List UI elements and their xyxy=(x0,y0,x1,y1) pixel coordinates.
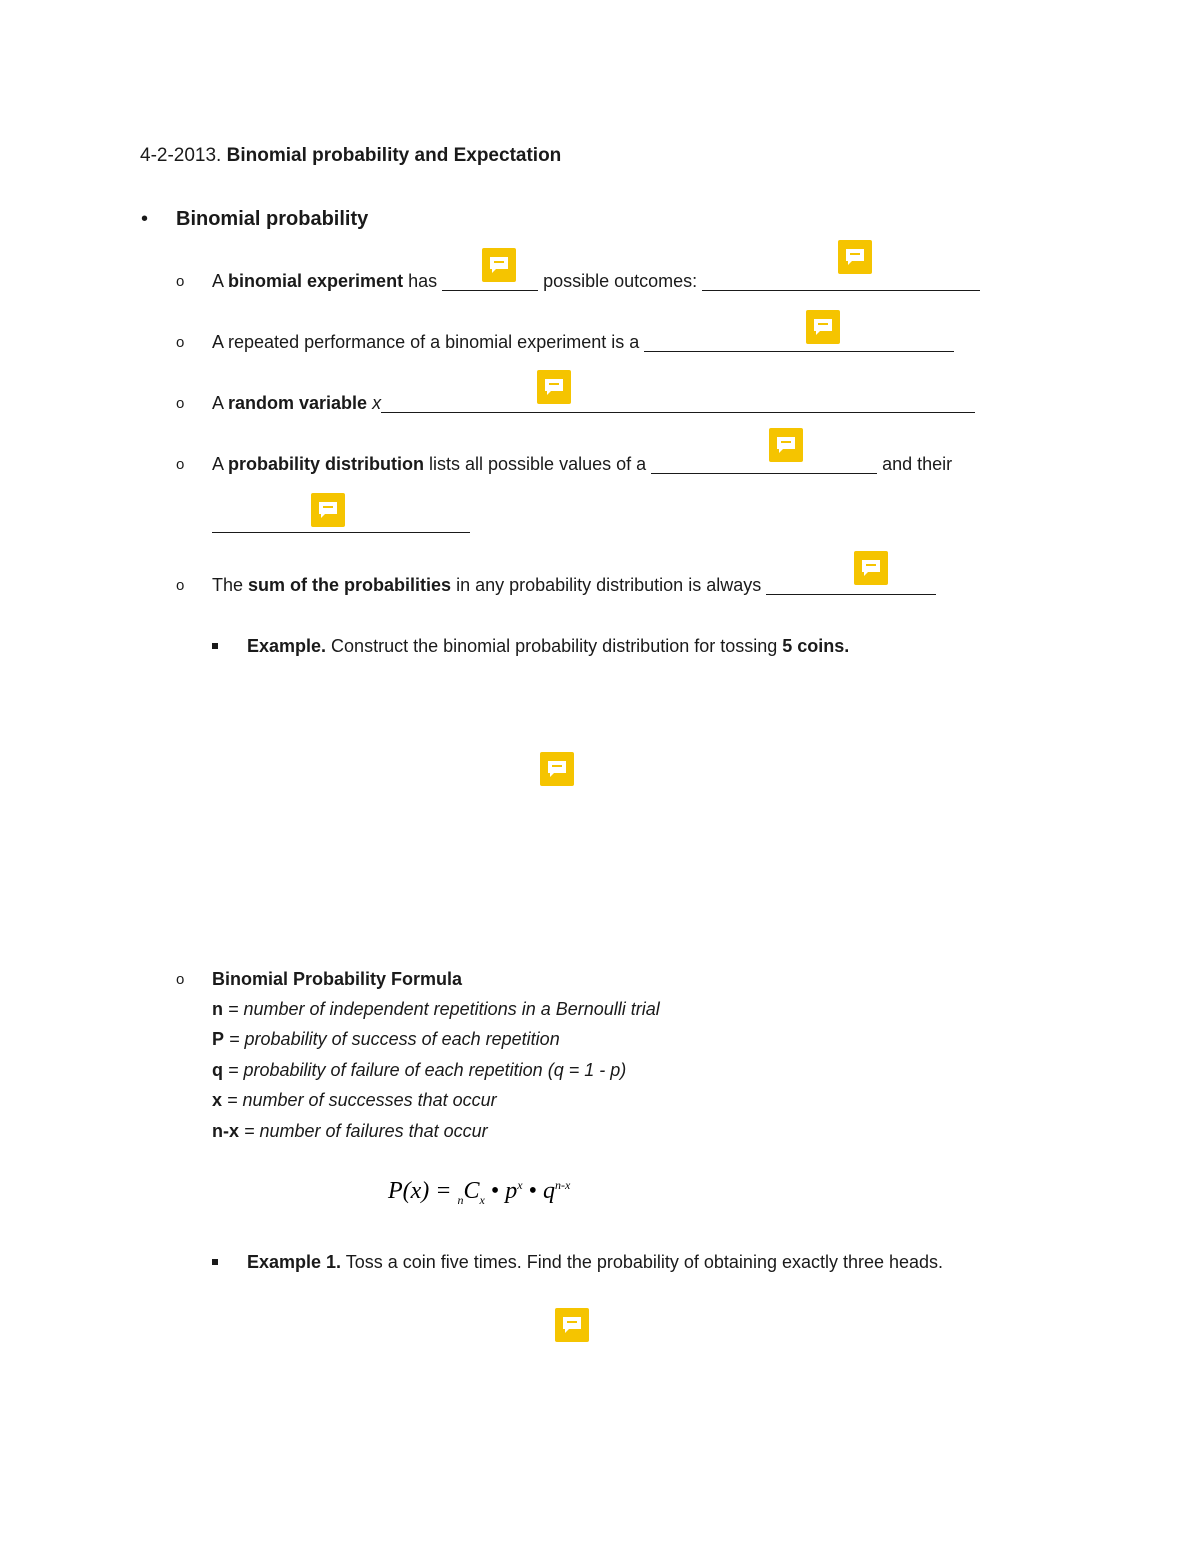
definition-x: x = number of successes that occur xyxy=(212,1090,497,1110)
definition-n: n = number of independent repetitions in a Bernoulli trial xyxy=(212,999,660,1019)
list-marker: o xyxy=(176,395,185,412)
list-item-binomial-experiment: A binomial experiment has possible outcomes: xyxy=(212,270,980,292)
title-date: 4-2-2013. xyxy=(140,145,222,166)
formula-heading: Binomial Probability Formula xyxy=(212,969,463,989)
comment-icon[interactable] xyxy=(806,310,840,344)
fill-in-blank[interactable] xyxy=(644,333,954,352)
comment-icon[interactable] xyxy=(854,551,888,585)
fill-in-blank[interactable] xyxy=(766,576,936,595)
list-marker: o xyxy=(176,971,185,988)
section-bullet: • xyxy=(141,208,149,230)
list-marker: o xyxy=(176,273,185,290)
page-title xyxy=(140,145,561,167)
definition-q: q = probability of failure of each repetition (q = 1 - p) xyxy=(212,1060,627,1080)
list-marker: o xyxy=(176,456,185,473)
comment-icon[interactable] xyxy=(537,370,571,404)
list-item-random-variable: A random variable x xyxy=(212,392,975,414)
example-construct: Example. Construct the binomial probability distribution for tossing 5 coins. xyxy=(247,636,850,656)
comment-icon[interactable] xyxy=(311,493,345,527)
list-item-probability-distribution: A probability distribution lists all possible values of a and their xyxy=(212,454,953,474)
comment-icon[interactable] xyxy=(482,248,516,282)
comment-icon[interactable] xyxy=(555,1308,589,1342)
square-bullet xyxy=(212,643,218,649)
binomial-formula: $P(x) = _nC_x$ • $p^x$ • $q^{n-x}$ xyxy=(388,1178,571,1207)
definition-n-x: n-x = number of failures that occur xyxy=(212,1121,488,1141)
list-marker: o xyxy=(176,334,185,351)
fill-in-blank[interactable] xyxy=(702,272,980,291)
definition-p: P = probability of success of each repetition xyxy=(212,1029,560,1049)
list-item-repeated-performance: A repeated performance of a binomial experiment is a xyxy=(212,331,954,353)
list-marker: o xyxy=(176,577,185,594)
comment-icon[interactable] xyxy=(769,428,803,462)
comment-icon[interactable] xyxy=(540,752,574,786)
list-item-sum-probabilities: The sum of the probabilities in any probability distribution is always xyxy=(212,574,936,596)
section-heading: Binomial probability xyxy=(176,208,369,230)
title-text: Binomial probability and Expectation xyxy=(226,145,562,166)
comment-icon[interactable] xyxy=(838,240,872,274)
fill-in-blank[interactable] xyxy=(651,455,877,474)
fill-in-blank[interactable] xyxy=(381,394,975,413)
square-bullet xyxy=(212,1259,218,1265)
example-1: Example 1. Toss a coin five times. Find the probability of obtaining exactly three heads. xyxy=(247,1252,944,1272)
